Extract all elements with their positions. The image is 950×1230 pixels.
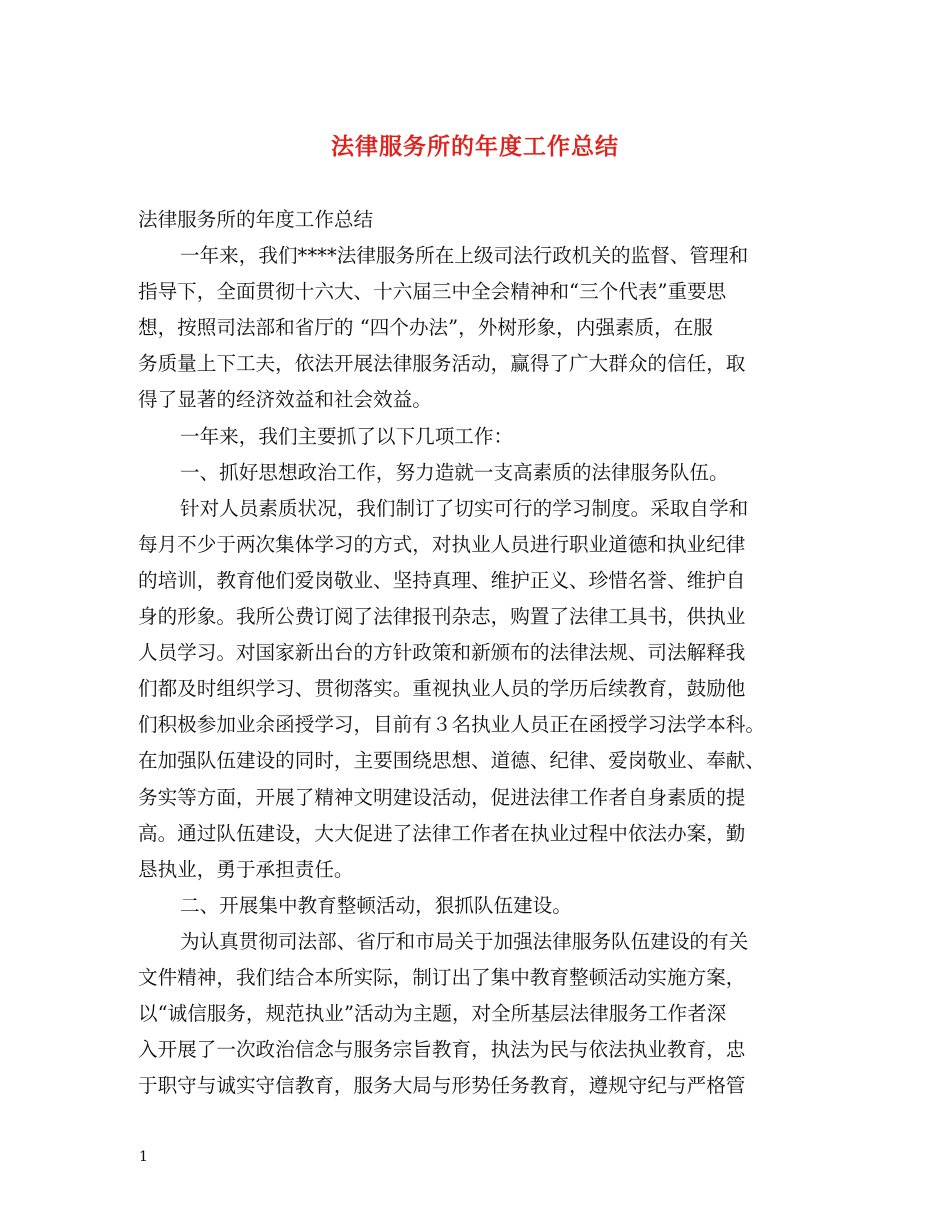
body-line: 人员学习。对国家新出台的方针政策和新颁布的法律法规、司法解释我	[138, 641, 746, 665]
document-title: 法律服务所的年度工作总结	[331, 133, 619, 160]
body-line: 文件精神，我们结合本所实际，制订出了集中教育整顿活动实施方案，	[138, 965, 746, 989]
body-line: 入开展了一次政治信念与服务宗旨教育，执法为民与依法执业教育，忠	[138, 1038, 746, 1062]
page-number: 1	[139, 1149, 148, 1165]
body-line: 想，按照司法部和省厅的 “四个办法”，外树形象，内强素质，在服	[138, 316, 713, 340]
body-line: 务质量上下工夫，依法开展法律服务活动，赢得了广大群众的信任，取	[138, 352, 746, 376]
body-line: 以“诚信服务，规范执业”活动为主题，对全所基层法律服务工作者深	[138, 1002, 727, 1026]
body-line: 得了显著的经济效益和社会效益。	[138, 388, 432, 412]
body-line: 务实等方面，开展了精神文明建设活动，促进法律工作者自身素质的提	[138, 785, 746, 809]
body-line: 的培训，教育他们爱岗敬业、坚持真理、维护正义、珍惜名誉、维护自	[138, 568, 746, 592]
body-line: 们积极参加业余函授学习，目前有３名执业人员正在函授学习法学本科。	[138, 713, 765, 737]
body-line: 身的形象。我所公费订阅了法律报刊杂志，购置了法律工具书，供执业	[138, 605, 746, 629]
body-line: 法律服务所的年度工作总结	[138, 208, 374, 231]
section-heading: 二、开展集中教育整顿活动，狠抓队伍建设。	[180, 893, 572, 917]
body-line: 在加强队伍建设的同时，主要围绕思想、道德、纪律、爱岗敬业、奉献、	[138, 749, 765, 773]
body-line: 指导下，全面贯彻十六大、十六届三中全会精神和“三个代表”重要思	[138, 280, 727, 304]
body-line: 针对人员素质状况，我们制订了切实可行的学习制度。采取自学和	[180, 496, 749, 520]
document-body	[138, 202, 828, 1104]
section-heading: 一、抓好思想政治工作，努力造就一支高素质的法律服务队伍。	[180, 460, 729, 484]
body-line: 为认真贯彻司法部、省厅和市局关于加强法律服务队伍建设的有关	[180, 929, 749, 953]
body-line: 一年来，我们主要抓了以下几项工作：	[180, 424, 514, 448]
body-line: 恳执业，勇于承担责任。	[138, 857, 354, 881]
body-line: 们都及时组织学习、贯彻落实。重视执业人员的学历后续教育，鼓励他	[138, 677, 746, 701]
body-line: 于职守与诚实守信教育，服务大局与形势任务教育，遵规守纪与严格管	[138, 1074, 746, 1098]
body-line: 一年来，我们****法律服务所在上级司法行政机关的监督、管理和	[180, 244, 749, 268]
body-line: 每月不少于两次集体学习的方式，对执业人员进行职业道德和执业纪律	[138, 532, 746, 556]
body-line: 高。通过队伍建设，大大促进了法律工作者在执业过程中依法办案，勤	[138, 821, 746, 845]
